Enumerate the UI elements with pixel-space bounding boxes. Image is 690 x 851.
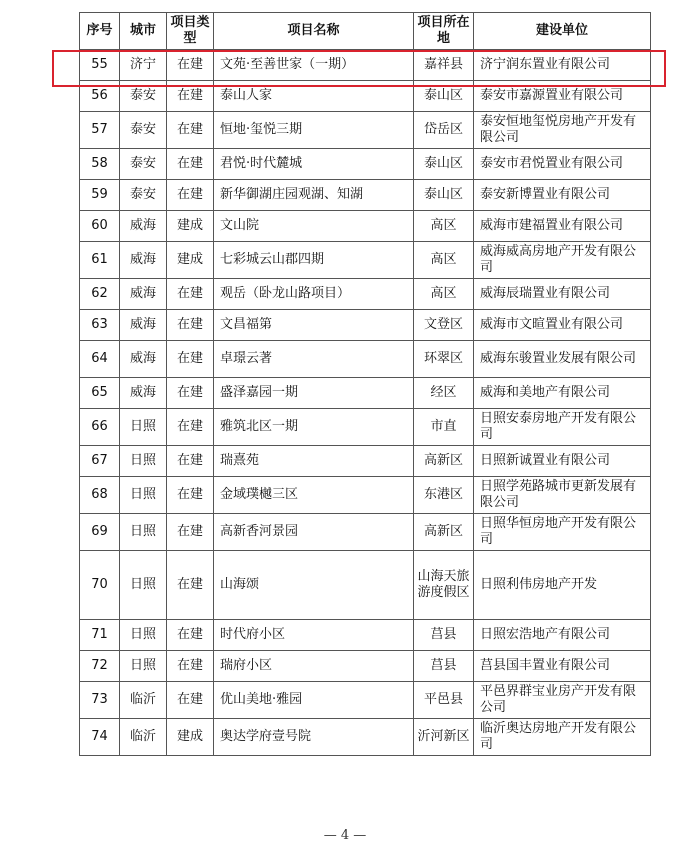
cell-developer: 平邑界群宝业房产开发有限公司 (474, 682, 651, 719)
cell-type: 在建 (167, 477, 214, 514)
cell-project-name: 奥达学府壹号院 (214, 719, 414, 756)
cell-location: 泰山区 (414, 81, 474, 112)
cell-developer: 日照宏浩地产有限公司 (474, 620, 651, 651)
cell-city: 日照 (120, 620, 167, 651)
cell-index: 68 (80, 477, 120, 514)
cell-location: 泰山区 (414, 149, 474, 180)
cell-project-name: 高新香河景园 (214, 514, 414, 551)
cell-index: 66 (80, 409, 120, 446)
cell-city: 济宁 (120, 50, 167, 81)
cell-project-name: 文苑·至善世家（一期） (214, 50, 414, 81)
cell-project-name: 新华御湖庄园观湖、知湖 (214, 180, 414, 211)
cell-developer: 泰安新博置业有限公司 (474, 180, 651, 211)
cell-location: 泰山区 (414, 180, 474, 211)
cell-index: 71 (80, 620, 120, 651)
cell-project-name: 时代府小区 (214, 620, 414, 651)
cell-city: 威海 (120, 211, 167, 242)
cell-type: 建成 (167, 211, 214, 242)
cell-developer: 日照安泰房地产开发有限公司 (474, 409, 651, 446)
cell-city: 日照 (120, 551, 167, 620)
cell-location: 平邑县 (414, 682, 474, 719)
table-row (80, 682, 651, 719)
cell-index: 63 (80, 310, 120, 341)
cell-city: 威海 (120, 242, 167, 279)
cell-project-name: 盛泽嘉园一期 (214, 378, 414, 409)
cell-location: 经区 (414, 378, 474, 409)
table-row (80, 81, 651, 112)
header-index: 序号 (80, 13, 120, 50)
table-row (80, 620, 651, 651)
cell-type: 在建 (167, 310, 214, 341)
cell-project-name: 七彩城云山郡四期 (214, 242, 414, 279)
cell-developer: 威海市文暄置业有限公司 (474, 310, 651, 341)
cell-type: 建成 (167, 242, 214, 279)
cell-city: 临沂 (120, 682, 167, 719)
cell-developer: 威海威高房地产开发有限公司 (474, 242, 651, 279)
project-table (79, 12, 651, 756)
cell-developer: 日照学苑路城市更新发展有限公司 (474, 477, 651, 514)
cell-type: 在建 (167, 279, 214, 310)
cell-index: 74 (80, 719, 120, 756)
cell-developer: 济宁润东置业有限公司 (474, 50, 651, 81)
table-row (80, 180, 651, 211)
cell-type: 在建 (167, 50, 214, 81)
cell-index: 59 (80, 180, 120, 211)
cell-developer: 莒县国丰置业有限公司 (474, 651, 651, 682)
cell-project-name: 文山院 (214, 211, 414, 242)
cell-index: 67 (80, 446, 120, 477)
cell-project-name: 文昌福第 (214, 310, 414, 341)
cell-location: 高新区 (414, 514, 474, 551)
cell-index: 70 (80, 551, 120, 620)
cell-type: 在建 (167, 378, 214, 409)
cell-type: 在建 (167, 409, 214, 446)
page-number: — 4 — (323, 828, 367, 843)
cell-city: 威海 (120, 279, 167, 310)
cell-city: 泰安 (120, 180, 167, 211)
cell-location: 高区 (414, 279, 474, 310)
cell-developer: 泰安市嘉源置业有限公司 (474, 81, 651, 112)
cell-type: 在建 (167, 682, 214, 719)
cell-project-name: 瑞熹苑 (214, 446, 414, 477)
cell-index: 64 (80, 341, 120, 378)
cell-type: 在建 (167, 81, 214, 112)
cell-index: 55 (80, 50, 120, 81)
cell-index: 69 (80, 514, 120, 551)
cell-type: 在建 (167, 341, 214, 378)
cell-city: 临沂 (120, 719, 167, 756)
table-row (80, 719, 651, 756)
table-row (80, 477, 651, 514)
cell-location: 莒县 (414, 620, 474, 651)
cell-index: 65 (80, 378, 120, 409)
cell-developer: 威海东骏置业发展有限公司 (474, 341, 651, 378)
cell-project-name: 雅筑北区一期 (214, 409, 414, 446)
cell-location: 环翠区 (414, 341, 474, 378)
cell-project-name: 泰山人家 (214, 81, 414, 112)
cell-developer: 日照利伟房地产开发 (474, 551, 651, 620)
cell-developer: 日照新诚置业有限公司 (474, 446, 651, 477)
table-row (80, 112, 651, 149)
table-row (80, 50, 651, 81)
header-city: 城市 (120, 13, 167, 50)
cell-city: 日照 (120, 651, 167, 682)
cell-type: 在建 (167, 180, 214, 211)
cell-project-name: 卓璟云著 (214, 341, 414, 378)
cell-city: 泰安 (120, 81, 167, 112)
cell-developer: 威海辰瑞置业有限公司 (474, 279, 651, 310)
cell-developer: 威海和美地产有限公司 (474, 378, 651, 409)
cell-location: 嘉祥县 (414, 50, 474, 81)
cell-city: 日照 (120, 409, 167, 446)
cell-developer: 威海市建福置业有限公司 (474, 211, 651, 242)
cell-type: 在建 (167, 514, 214, 551)
cell-location: 岱岳区 (414, 112, 474, 149)
table-row (80, 409, 651, 446)
table-row (80, 341, 651, 378)
cell-type: 在建 (167, 551, 214, 620)
cell-location: 沂河新区 (414, 719, 474, 756)
cell-index: 73 (80, 682, 120, 719)
cell-city: 日照 (120, 477, 167, 514)
cell-developer: 日照华恒房地产开发有限公司 (474, 514, 651, 551)
cell-location: 高区 (414, 242, 474, 279)
table-row (80, 149, 651, 180)
cell-location: 高区 (414, 211, 474, 242)
cell-project-name: 金域璞樾三区 (214, 477, 414, 514)
cell-index: 57 (80, 112, 120, 149)
table-row (80, 310, 651, 341)
cell-city: 威海 (120, 341, 167, 378)
header-location: 项目所在地 (414, 13, 474, 50)
cell-developer: 临沂奥达房地产开发有限公司 (474, 719, 651, 756)
cell-type: 在建 (167, 651, 214, 682)
cell-index: 56 (80, 81, 120, 112)
table-row (80, 242, 651, 279)
table-row (80, 651, 651, 682)
cell-type: 在建 (167, 620, 214, 651)
header-type: 项目类型 (167, 13, 214, 50)
cell-city: 日照 (120, 514, 167, 551)
cell-type: 在建 (167, 112, 214, 149)
cell-index: 58 (80, 149, 120, 180)
cell-project-name: 君悦·时代麓城 (214, 149, 414, 180)
cell-city: 日照 (120, 446, 167, 477)
table-row (80, 279, 651, 310)
cell-type: 在建 (167, 149, 214, 180)
cell-index: 60 (80, 211, 120, 242)
cell-project-name: 观岳（卧龙山路项目） (214, 279, 414, 310)
cell-developer: 泰安恒地玺悦房地产开发有限公司 (474, 112, 651, 149)
table-row (80, 446, 651, 477)
cell-index: 61 (80, 242, 120, 279)
cell-city: 泰安 (120, 149, 167, 180)
cell-project-name: 山海颂 (214, 551, 414, 620)
cell-city: 威海 (120, 378, 167, 409)
cell-index: 62 (80, 279, 120, 310)
cell-city: 威海 (120, 310, 167, 341)
table-row (80, 211, 651, 242)
table-row (80, 378, 651, 409)
cell-location: 市直 (414, 409, 474, 446)
cell-type: 建成 (167, 719, 214, 756)
cell-location: 山海天旅游度假区 (414, 551, 474, 620)
cell-city: 泰安 (120, 112, 167, 149)
header-project-name: 项目名称 (214, 13, 414, 50)
cell-location: 东港区 (414, 477, 474, 514)
cell-type: 在建 (167, 446, 214, 477)
cell-project-name: 瑞府小区 (214, 651, 414, 682)
cell-location: 莒县 (414, 651, 474, 682)
cell-location: 高新区 (414, 446, 474, 477)
table-row (80, 551, 651, 620)
cell-developer: 泰安市君悦置业有限公司 (474, 149, 651, 180)
cell-index: 72 (80, 651, 120, 682)
table-row (80, 514, 651, 551)
cell-project-name: 优山美地·雅园 (214, 682, 414, 719)
table-header-row (80, 13, 651, 50)
header-developer: 建设单位 (474, 13, 651, 50)
cell-project-name: 恒地·玺悦三期 (214, 112, 414, 149)
cell-location: 文登区 (414, 310, 474, 341)
